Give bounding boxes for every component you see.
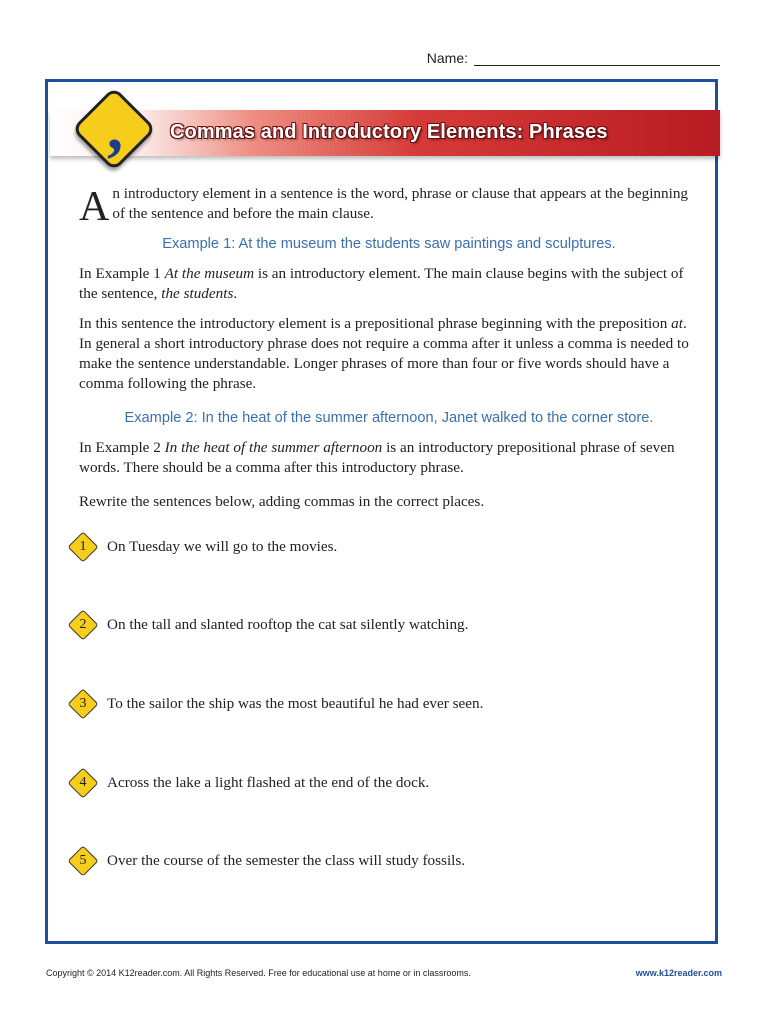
copyright-text: Copyright © 2014 K12reader.com. All Rights Reserved. Free for educational use at home or in classrooms.: [46, 968, 471, 978]
exercise-item[interactable]: [66, 608, 468, 642]
para1-text-3: .: [233, 285, 238, 302]
name-blank-line[interactable]: [474, 51, 720, 66]
exercise-sentence: Across the lake a light flashed at the end of the dock.: [107, 774, 430, 791]
item-number: 5: [79, 853, 87, 868]
number-badge-icon: [66, 844, 100, 878]
exercise-sentence: On the tall and slanted rooftop the cat sat silently watching.: [107, 616, 469, 633]
intro-paragraph: [79, 184, 699, 230]
name-field[interactable]: [427, 46, 720, 66]
explanation-paragraph-2: [79, 314, 699, 394]
item-number: 2: [79, 617, 87, 632]
intro-text: n introductory element in a sentence is the word, phrase or clause that appears at the beginning of the sentence and before the main clause.: [112, 185, 689, 222]
para2-text-2: . In general a short introductory phrase does not require a comma after it unless a comma is needed to make the sentence understandable. Longer phrases of more than four or five words should have a comma following the phrase.: [79, 315, 689, 392]
drop-cap: A: [79, 184, 110, 230]
para3-italic-1: In the heat of the summer afternoon: [164, 439, 383, 456]
para1-text-1: In Example 1: [79, 265, 165, 282]
number-badge-icon: [66, 530, 100, 564]
para2-italic-1: at: [671, 315, 683, 332]
item-number: 3: [79, 696, 87, 711]
para1-text-2: is an introductory element. The main clause begins with the subject of the sentence,: [79, 265, 684, 302]
exercise-sentence: To the sailor the ship was the most beautiful he had ever seen.: [107, 695, 484, 712]
exercise-item[interactable]: [66, 530, 337, 564]
number-badge-icon: [66, 687, 100, 721]
lesson-content: [79, 184, 699, 522]
exercise-item[interactable]: [66, 844, 465, 878]
para2-text-1: In this sentence the introductory element is a prepositional phrase beginning with the preposition: [79, 315, 672, 332]
number-badge-icon: [66, 608, 100, 642]
para1-italic-1: At the museum: [164, 265, 255, 282]
exercise-sentence: On Tuesday we will go to the movies.: [107, 538, 338, 555]
exercise-item[interactable]: [66, 766, 429, 800]
site-link[interactable]: www.k12reader.com: [635, 968, 722, 978]
exercise-item[interactable]: [66, 687, 483, 721]
item-number: 1: [79, 539, 87, 554]
explanation-paragraph-1: [79, 264, 699, 304]
para1-italic-2: the students: [161, 285, 234, 302]
instructions: Rewrite the sentences below, adding commas in the correct places.: [79, 493, 485, 510]
number-badge-icon: [66, 766, 100, 800]
example-1: Example 1: At the museum the students saw paintings and sculptures.: [162, 236, 616, 252]
example-2: Example 2: In the heat of the summer afternoon, Janet walked to the corner store.: [124, 410, 654, 426]
exercise-sentence: Over the course of the semester the class will study fossils.: [107, 852, 466, 869]
item-number: 4: [79, 775, 87, 790]
page-title: Commas and Introductory Elements: Phrases: [170, 121, 608, 143]
explanation-paragraph-3: [79, 438, 699, 478]
comma-glyph: ,: [107, 92, 123, 163]
footer: [46, 968, 722, 978]
name-label: Name:: [426, 50, 468, 66]
para3-text-1: In Example 2: [79, 439, 165, 456]
para3-text-2: is an introductory prepositional phrase of seven words. There should be a comma after this introductory phrase.: [79, 439, 675, 476]
